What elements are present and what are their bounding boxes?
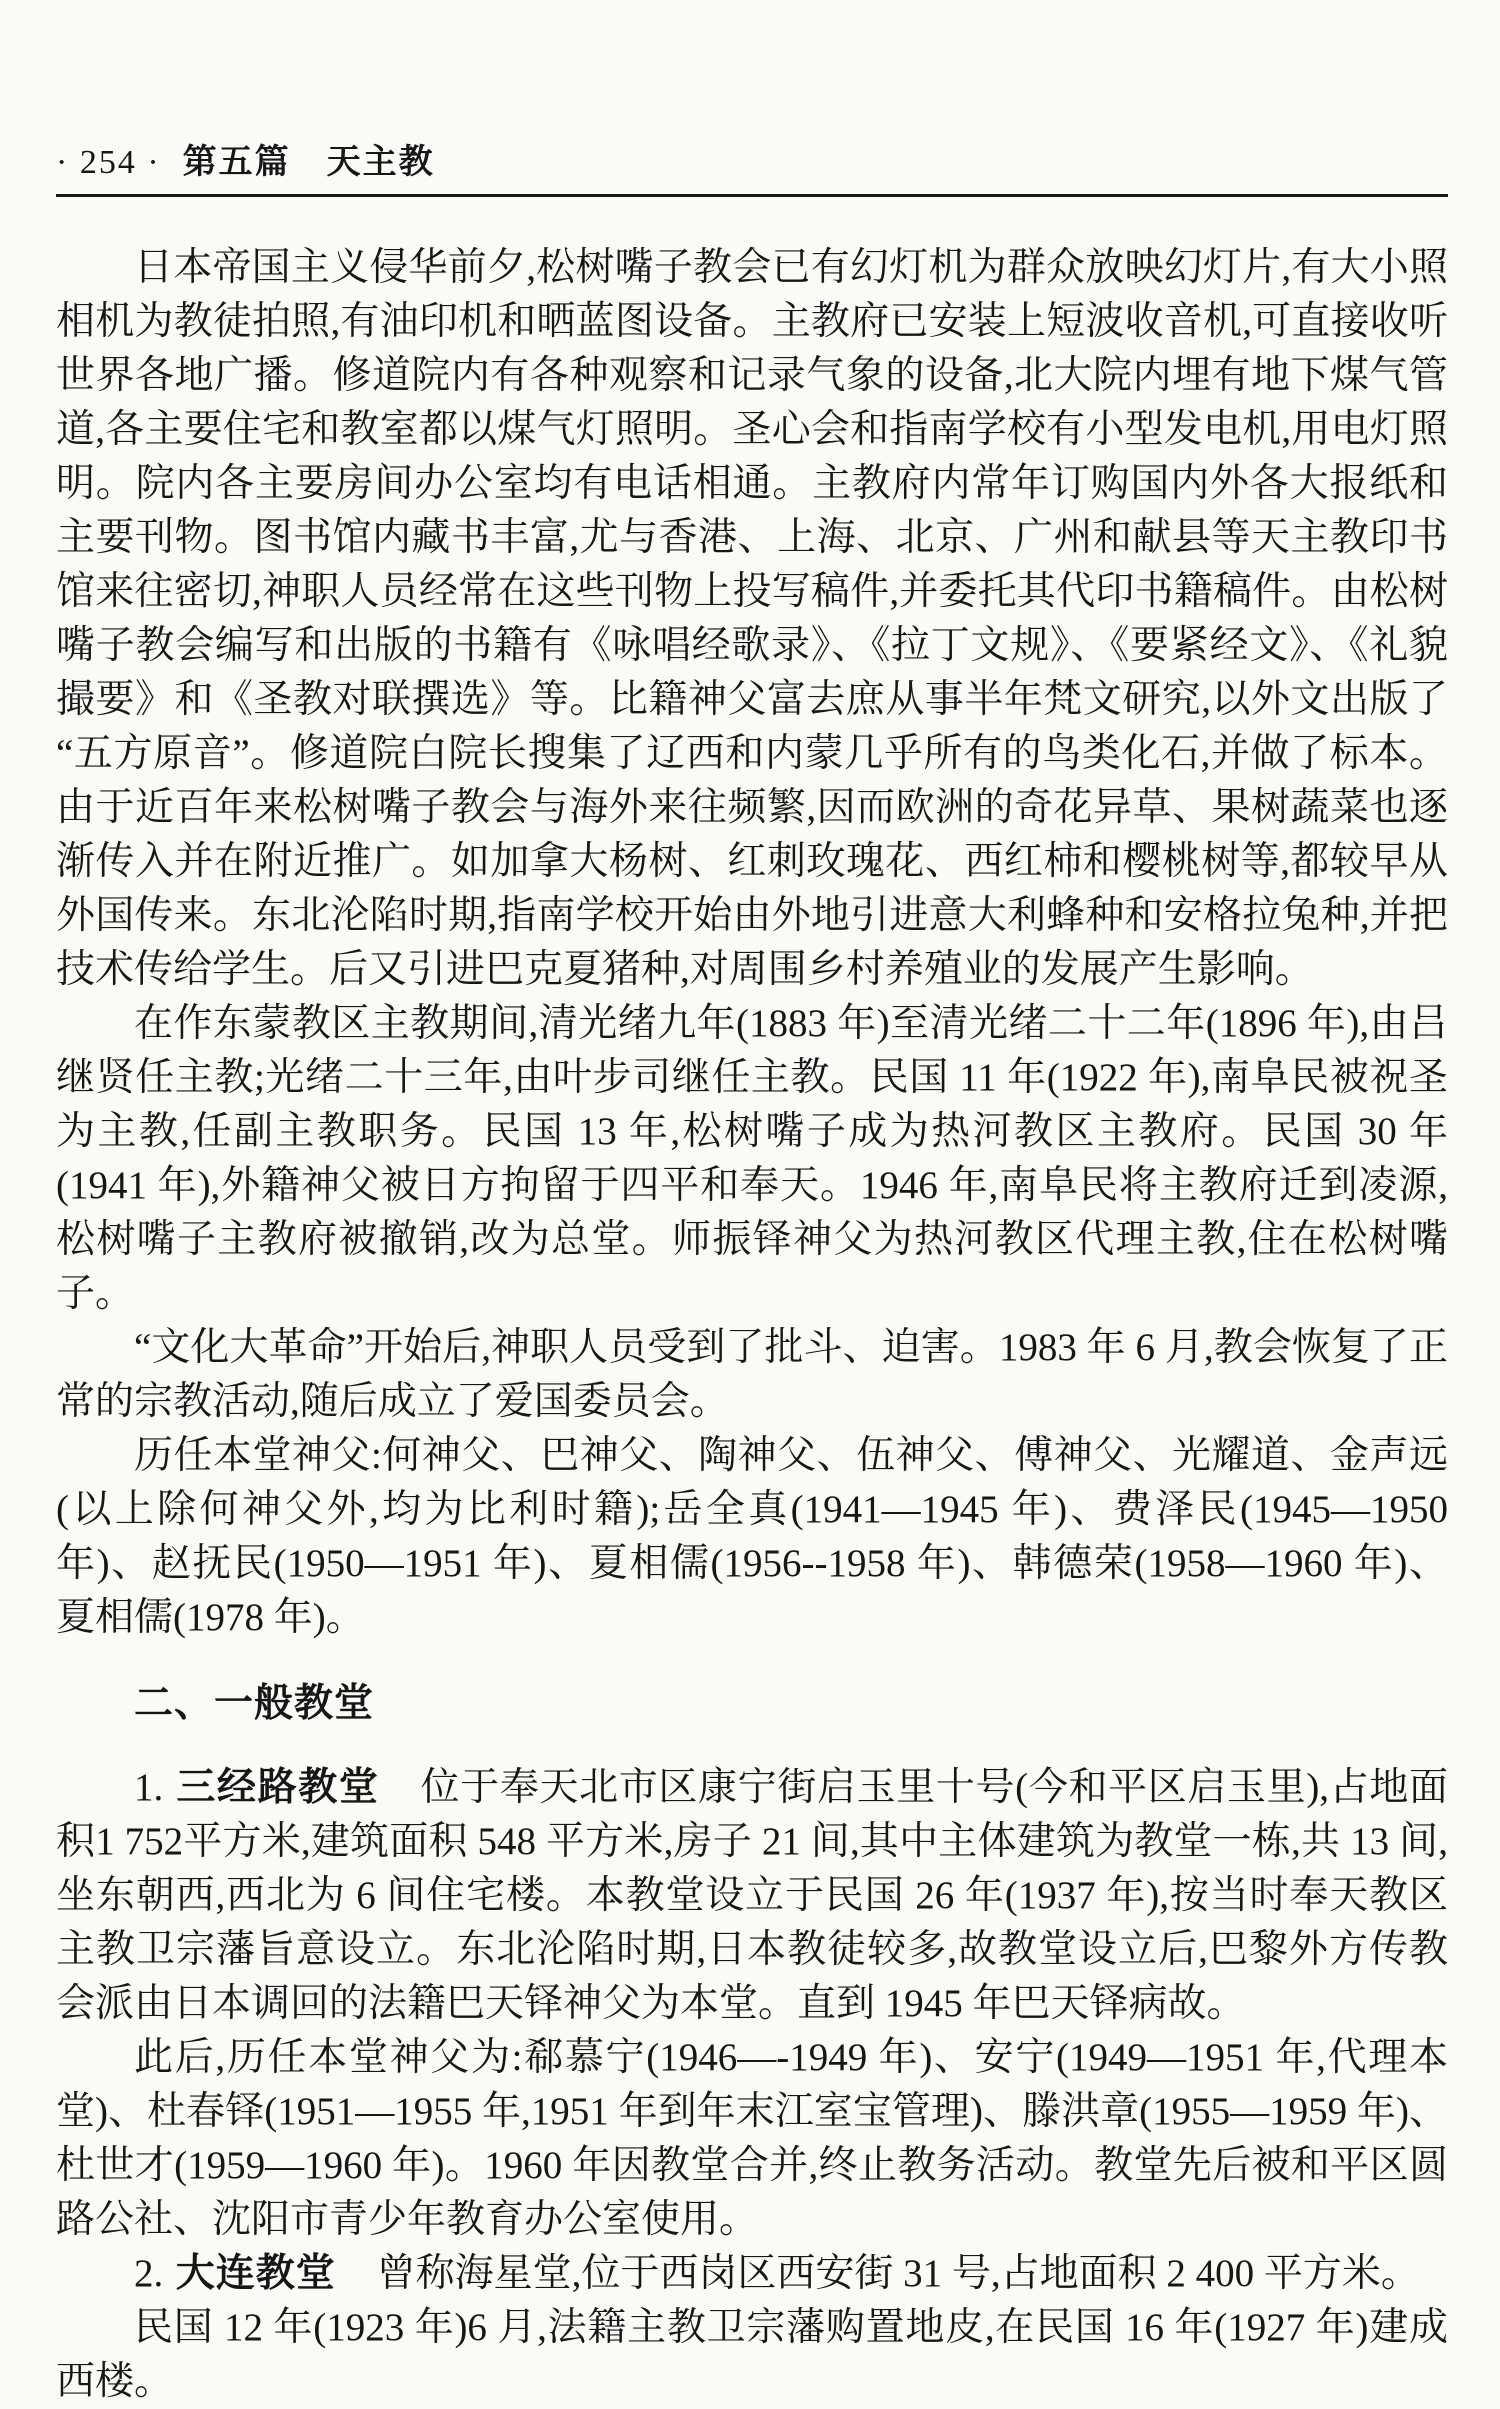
page-header	[56, 143, 1448, 183]
item-title: 三经路教堂	[175, 1766, 380, 1809]
item-title: 大连教堂	[175, 2252, 336, 2295]
paragraph-sanjinglu-church	[56, 1761, 1448, 2031]
paragraph-sanjinglu-priests: 此后,历任本堂神父为:郗慕宁(1946—-1949 年)、安宁(1949—1951 年,代理本堂)、杜春铎(1951—1955 年,1951 年到年末江室宝管理)、滕洪章(1955—1959 年)、杜世才(1959—1960 年)。1960 年因教堂合并,终止教务活动。教堂先后被和平区圆路公社、沈阳市青少年教育办公室使用。	[56, 2036, 1448, 2241]
item-text: 位于奉天北市区康宁街启玉里十号(今和平区启玉里),占地面积1 752平方米,建筑面积 548 平方米,房子 21 间,其中主体建筑为教堂一栋,共 13 间,坐东朝西,西北为 6 间住宅楼。本教堂设立于民国 26 年(1937 年),按当时奉天教区主教卫宗藩旨意设立。东北沦陷时期,日本教徒较多,故教堂设立后,巴黎外方传教会派由日本调回的法籍巴天铎神父为本堂。直到 1945 年巴天铎病故。	[56, 1766, 1448, 2025]
paragraph-dalian-history: 民国 12 年(1923 年)6 月,法籍主教卫宗藩购置地皮,在民国 16 年(1927 年)建成西楼。	[56, 2306, 1448, 2403]
item-number: 1.	[134, 1766, 164, 1809]
page-number: · 254 ·	[56, 144, 161, 181]
item-number: 2.	[134, 2252, 164, 2295]
item-text: 曾称海星堂,位于西岗区西安街 31 号,占地面积 2 400 平方米。	[376, 2252, 1420, 2295]
section-title: 第五篇 天主教	[182, 144, 435, 181]
paragraph-priest-list: 历任本堂神父:何神父、巴神父、陶神父、伍神父、傅神父、光耀道、金声远(以上除何神父外,均为比利时籍);岳全真(1941—1945 年)、费泽民(1945—1950 年)、赵抚民(1950—1951 年)、夏相儒(1956--1958 年)、韩德荣(1958—1960 年)、夏相儒(1978 年)。	[56, 1434, 1448, 1639]
subsection-heading: 二、一般教堂	[134, 1682, 375, 1725]
paragraph-mission-facilities: 日本帝国主义侵华前夕,松树嘴子教会已有幻灯机为群众放映幻灯片,有大小照相机为教徒拍照,有油印机和晒蓝图设备。主教府已安装上短波收音机,可直接收听世界各地广播。修道院内有各种观察和记录气象的设备,北大院内埋有地下煤气管道,各主要住宅和教室都以煤气灯照明。圣心会和指南学校有小型发电机,用电灯照明。院内各主要房间办公室均有电话相通。主教府内常年订购国内外各大报纸和主要刊物。图书馆内藏书丰富,尤与香港、上海、北京、广州和献县等天主教印书馆来往密切,神职人员经常在这些刊物上投写稿件,并委托其代印书籍稿件。由松树嘴子教会编写和出版的书籍有《咏唱经歌录》、《拉丁文规》、《要紧经文》、《礼貌撮要》和《圣教对联撰选》等。比籍神父富去庶从事半年梵文研究,以外文出版了“五方原音”。修道院白院长搜集了辽西和内蒙几乎所有的鸟类化石,并做了标本。由于近百年来松树嘴子教会与海外来往频繁,因而欧洲的奇花异草、果树蔬菜也逐渐传入并在附近推广。如加拿大杨树、红刺玫瑰花、西红柿和樱桃树等,都较早从外国传来。东北沦陷时期,指南学校开始由外地引进意大利蜂种和安格拉兔种,并把技术传给学生。后又引进巴克夏猪种,对周围乡村养殖业的发展产生影响。	[56, 246, 1448, 991]
paragraph-bishops-history: 在作东蒙教区主教期间,清光绪九年(1883 年)至清光绪二十二年(1896 年),由吕继贤任主教;光绪二十三年,由叶步司继任主教。民国 11 年(1922 年),南阜民被祝圣为主教,任副主教职务。民国 13 年,松树嘴子成为热河教区主教府。民国 30 年(1941 年),外籍神父被日方拘留于四平和奉天。1946 年,南阜民将主教府迁到凌源,松树嘴子主教府被撤销,改为总堂。师振铎神父为热河教区代理主教,住在松树嘴子。	[56, 1002, 1448, 1315]
paragraph-cultural-revolution: “文化大革命”开始后,神职人员受到了批斗、迫害。1983 年 6 月,教会恢复了正常的宗教活动,随后成立了爱国委员会。	[56, 1326, 1448, 1423]
paragraph-dalian-church	[56, 2247, 1448, 2301]
page-body	[56, 241, 1448, 2409]
header-rule	[56, 194, 1448, 197]
